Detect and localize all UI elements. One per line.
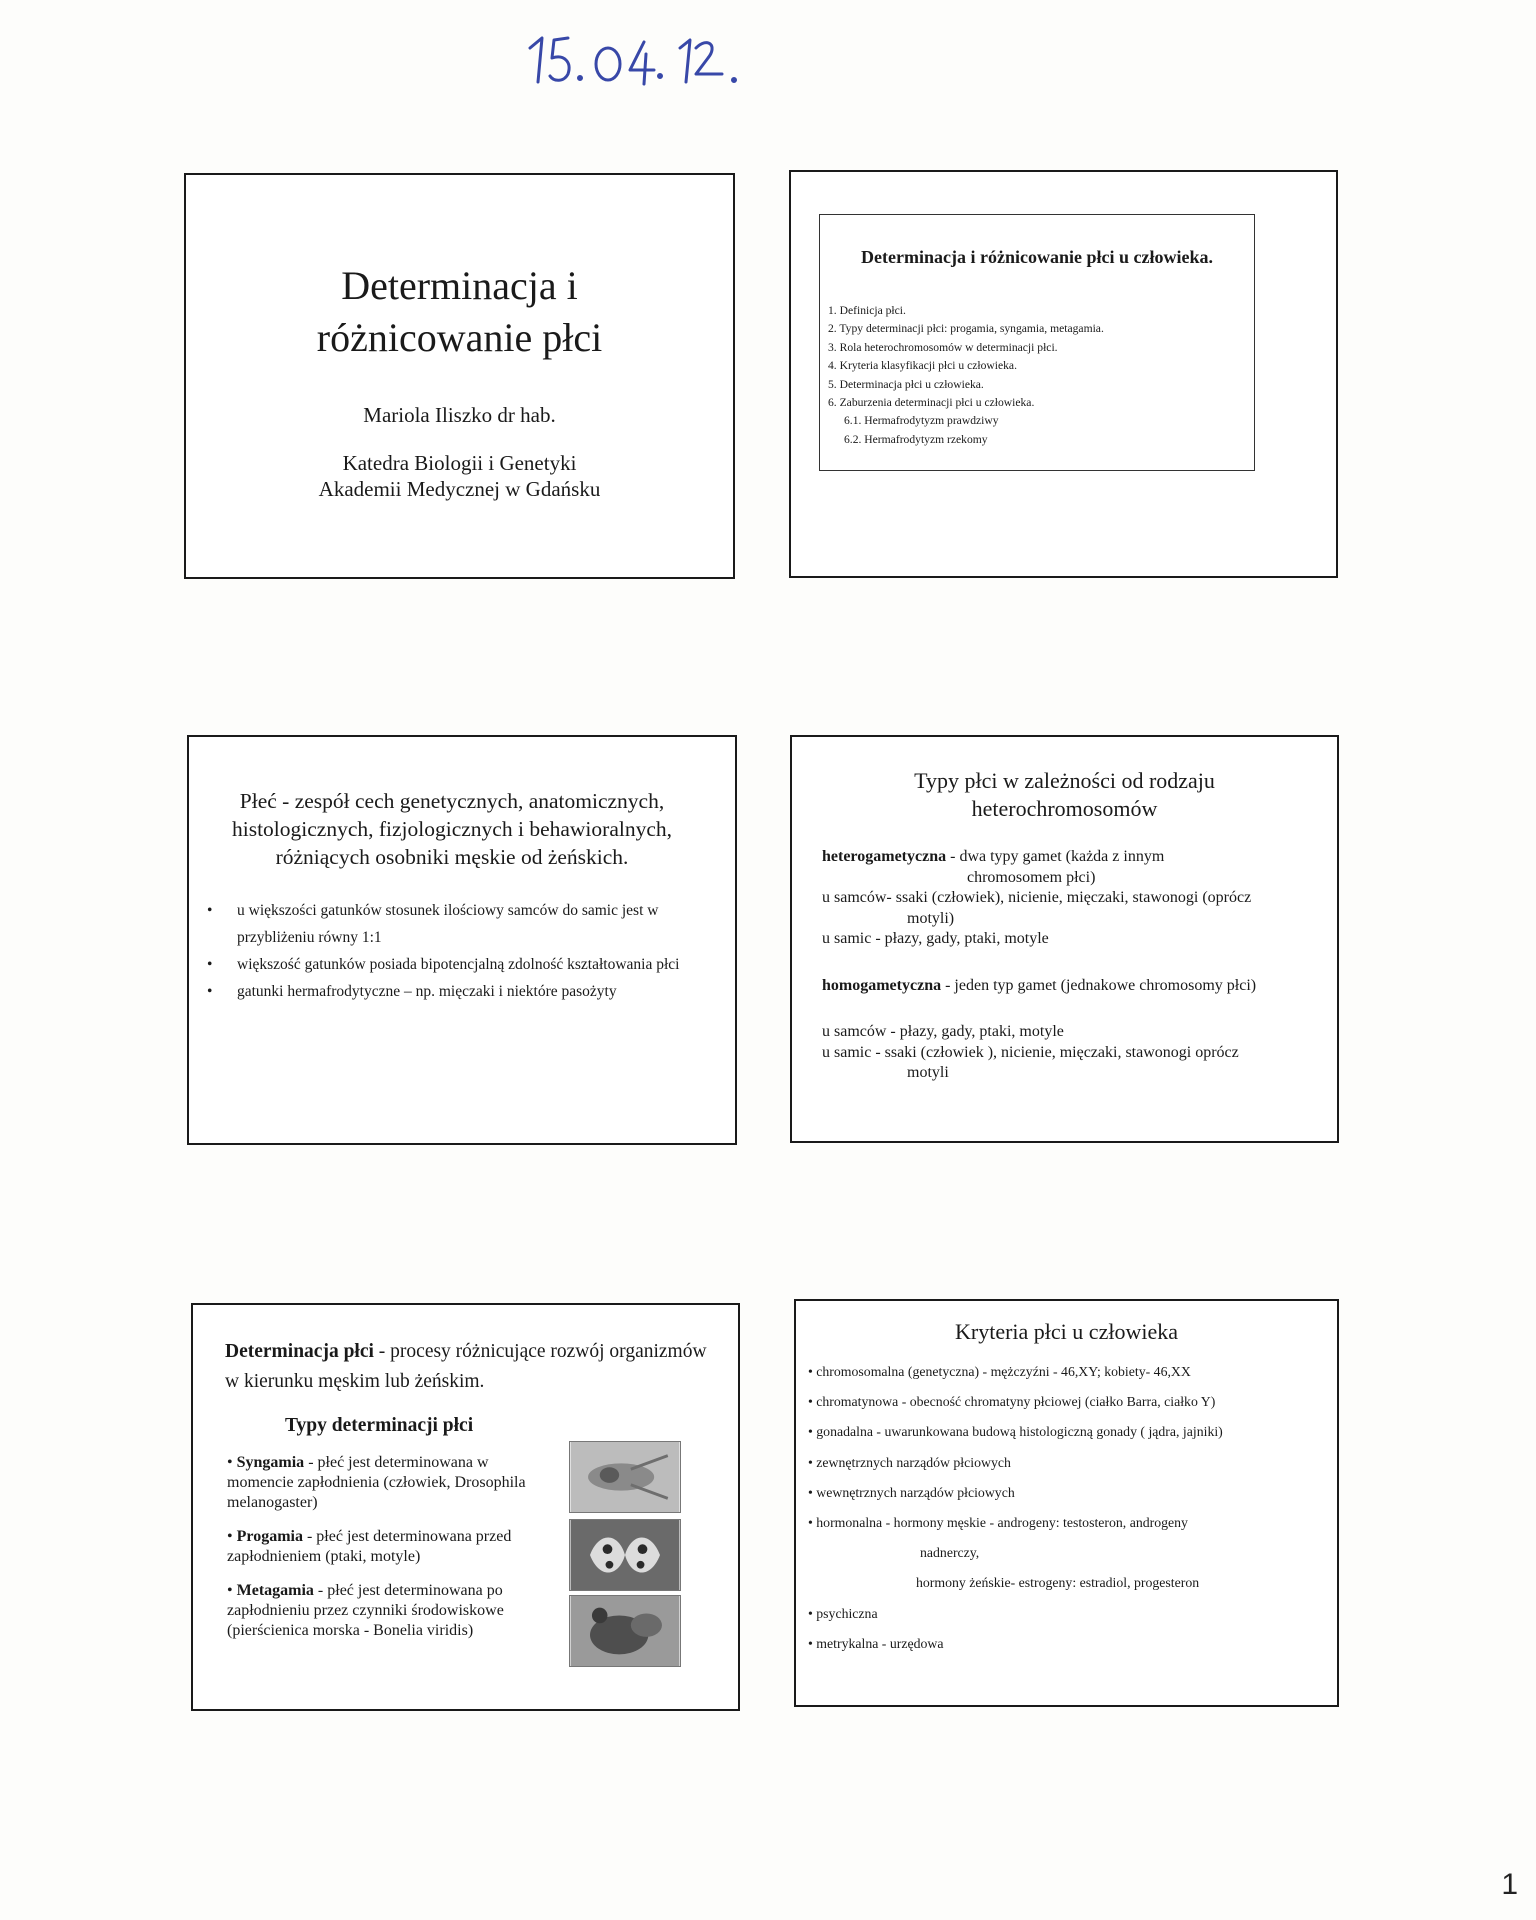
photo-drosophila — [569, 1441, 681, 1513]
agenda-item: 2. Typy determinacji płci: progamia, syngamia, metagamia. — [828, 322, 1104, 336]
slide-agenda — [789, 170, 1338, 578]
agenda-list — [828, 302, 1246, 449]
criteria-list — [808, 1357, 1329, 1659]
slide-title — [184, 173, 735, 579]
criteria-item: • chromosomalna (genetyczna) - mężczyźni - 46,XY; kobiety- 46,XX — [808, 1364, 1191, 1379]
slide-heterochromosome-types — [790, 735, 1339, 1143]
photo-bonelia — [569, 1595, 681, 1667]
slide-sex-criteria — [794, 1299, 1339, 1707]
heterochromosome-body: heterogametyczna - dwa typy gamet (każda z innym chromosomem płci) u samców- ssaki (człowiek), nicienie, mięczaki, stawonogi (oprócz motyli) u samic - płazy, gady, ptaki, motyle homogametyczna - jeden typ gamet (jednakowe chromosomy płci) u samców - płazy, gady, ptaki, motyle u samic - ssaki (człowiek ), nicienie, mięczaki, stawonogi oprócz motyli — [822, 847, 1323, 1084]
slide-sex-determination — [191, 1303, 740, 1711]
agenda-item: 4. Kryteria klasyfikacji płci u człowieka. — [828, 359, 1017, 373]
bullet-item: • u większości gatunków stosunek ilościowy samców do samic jest w przybliżeniu równy 1:1 — [207, 897, 685, 951]
criteria-item: • hormonalna - hormony męskie - androgeny: testosteron, androgeny — [808, 1515, 1188, 1531]
type-syngamia: • Syngamia - płeć jest determinowana w momencie zapłodnienia (człowiek, Drosophila melanogaster) — [227, 1454, 526, 1511]
slide-author: Mariola Iliszko dr hab. — [363, 403, 556, 427]
agenda-item: 5. Determinacja płci u człowieka. — [828, 377, 984, 391]
page-number: 1 — [1501, 1868, 1518, 1901]
heterochromosome-title: Typy płci w zależności od rodzaju heterochromosomów — [914, 768, 1215, 821]
heterogametic-females: u samic - płazy, gady, ptaki, motyle — [822, 930, 1049, 947]
heterogametic-males: u samców- ssaki (człowiek), nicienie, mięczaki, stawonogi (oprócz — [822, 889, 1252, 906]
criteria-item-continuation: hormony żeńskie- estrogeny: estradiol, progesteron — [916, 1575, 1200, 1591]
criteria-item: • metrykalna - urzędowa — [808, 1635, 944, 1651]
homogametic-females: u samic - ssaki (człowiek ), nicienie, mięczaki, stawonogi oprócz — [822, 1043, 1239, 1061]
criteria-item: • psychiczna — [808, 1605, 878, 1621]
criteria-item: • chromatynowa - obecność chromatyny płciowej (ciałko Barra, ciałko Y) — [808, 1394, 1216, 1410]
sex-definition-bullets — [207, 897, 685, 1005]
bullet-item: • większość gatunków posiada bipotencjalną zdolność kształtowania płci — [207, 951, 685, 978]
agenda-item: 3. Rola heterochromosomów w determinacji płci. — [828, 340, 1058, 354]
bullet-item: • gatunki hermafrodytyczne – np. mięczaki i niektóre pasożyty — [207, 978, 685, 1005]
homogametic-males: u samców - płazy, gady, ptaki, motyle — [822, 1023, 1064, 1040]
type-progamia: • Progamia - płeć jest determinowana przed zapłodnieniem (ptaki, motyle) — [227, 1528, 512, 1565]
determination-subheading: Typy determinacji płci — [285, 1415, 474, 1436]
determination-types — [227, 1453, 547, 1655]
criteria-title: Kryteria płci u człowieka — [955, 1319, 1178, 1344]
agenda-item: 1. Definicja płci. — [828, 304, 906, 317]
slide-sex-definition — [187, 735, 737, 1145]
slide-title-heading: Determinacja i różnicowanie płci — [316, 263, 603, 360]
agenda-subitem: 6.2. Hermafrodytyzm rzekomy — [844, 432, 988, 446]
agenda-subitem: 6.1. Hermafrodytyzm prawdziwy — [844, 414, 999, 428]
criteria-item: • zewnętrznych narządów płciowych — [808, 1454, 1011, 1470]
photo-butterfly — [569, 1519, 681, 1591]
agenda-item: 6. Zaburzenia determinacji płci u człowieka. — [828, 396, 1035, 410]
criteria-item-continuation: nadnerczy, — [920, 1545, 980, 1561]
criteria-item: • wewnętrznych narządów płciowych — [808, 1484, 1015, 1500]
type-metagamia: • Metagamia - płeć jest determinowana po zapłodnieniu przez czynniki środowiskowe (pierścienica morska - Bonelia viridis) — [227, 1582, 504, 1639]
handwritten-date — [520, 18, 800, 88]
homogametic-definition: homogametyczna - jeden typ gamet (jednakowe chromosomy płci) — [822, 976, 1257, 994]
criteria-item: • gonadalna - uwarunkowana budową histologiczną gonady ( jądra, jajniki) — [808, 1424, 1223, 1440]
sex-definition-lead: Płeć - zespół cech genetycznych, anatomicznych, histologicznych, fizjologicznych i behawioralnych, różniących osobniki męskie od żeńskich. — [231, 789, 672, 869]
determination-lead: Determinacja płci - procesy różnicujące rozwój organizmów w kierunku męskim lub żeńskim. — [225, 1341, 707, 1392]
slide-institution: Katedra Biologii i Genetyki Akademii Medycznej w Gdańsku — [318, 451, 601, 501]
agenda-box — [819, 214, 1255, 471]
heterogametic-definition: heterogametyczna - dwa typy gamet (każda z innym — [822, 848, 1165, 865]
agenda-title: Determinacja i różnicowanie płci u człowieka. — [861, 247, 1213, 267]
